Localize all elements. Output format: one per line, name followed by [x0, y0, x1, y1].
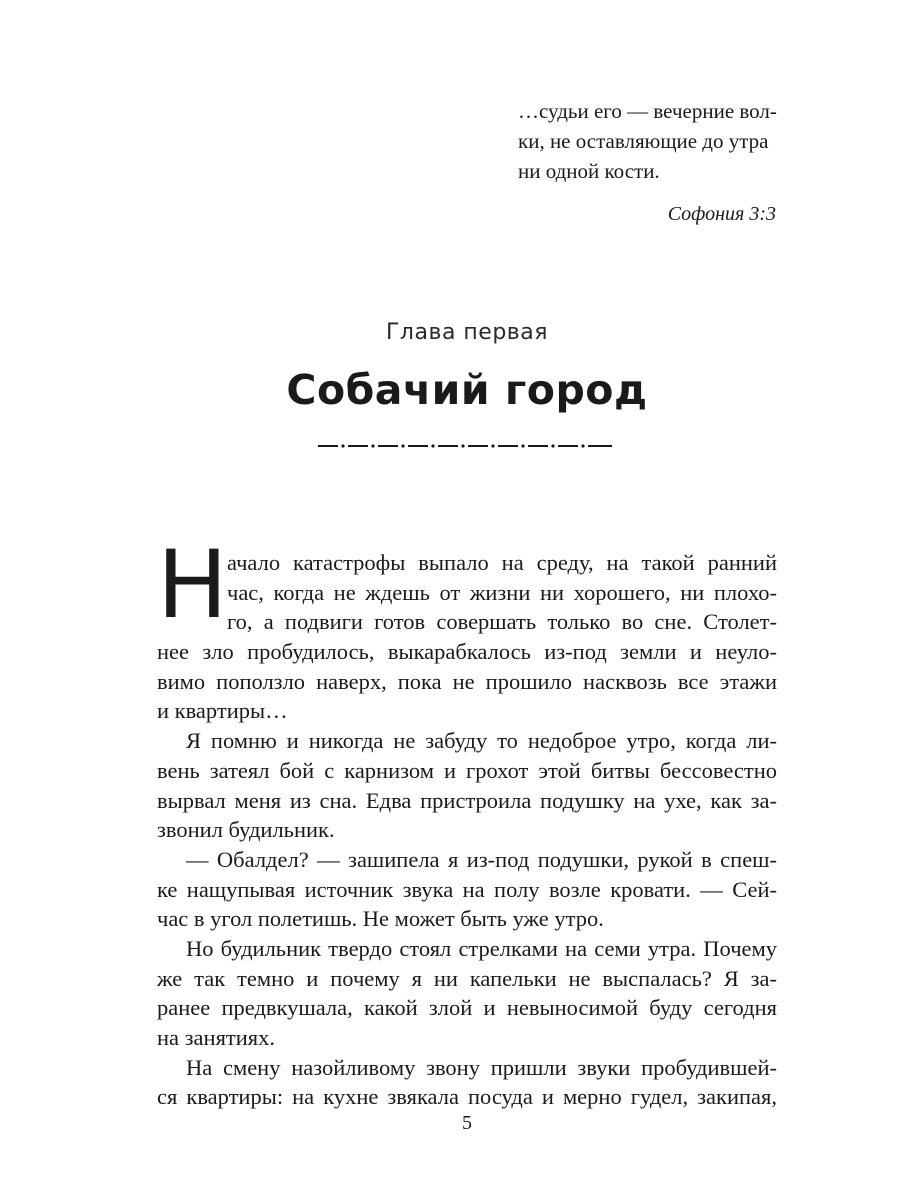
body-text: [157, 531, 777, 1112]
text-line: час в угол полетишь. Не может быть уже утро.: [157, 906, 604, 932]
text-line: вень затеял бой с карнизом и грохот этой битвы бессовестно: [157, 757, 777, 783]
text-line: же так темно и почему я ни капельки не выспалась? Я за-: [157, 965, 777, 991]
text-line: на занятиях.: [157, 1025, 276, 1050]
text-line: ранее предвкушала, какой злой и невыносимой буду сегодня: [157, 995, 777, 1021]
text-line: вырвал меня из сна. Едва пристроила подушку на ухе, как за-: [157, 787, 777, 813]
text-line: Я помню и никогда не забуду то недоброе утро, когда ли-: [186, 728, 777, 754]
text-line: На смену назойливому звону пришли звуки пробудившей-: [186, 1054, 777, 1080]
text-line: звонил будильник.: [157, 817, 335, 843]
text-line: ся квартиры: на кухне звякала посуда и мерно гудел, закипая,: [157, 1084, 777, 1110]
epigraph-line: …судьи его — вечерние вол-: [518, 99, 777, 123]
epigraph: [518, 96, 780, 186]
epigraph-line: ни одной кости.: [518, 159, 660, 183]
epigraph-line: ки, не оставляющие до утра: [518, 129, 769, 153]
text-line: нее зло пробудилось, выкарабкалось из-под земли и неуло-: [157, 639, 777, 665]
text-line: Но будильник твердо стоял стрелками на семи утра. Почему: [186, 935, 777, 961]
chapter-title: Собачий город: [286, 366, 648, 414]
ornament-divider-icon: [316, 436, 616, 456]
chapter-label: Глава первая: [386, 320, 548, 345]
text-line: го, а подвиги готов совершать только во сне. Столет-: [227, 609, 777, 635]
page-number: 5: [462, 1112, 472, 1134]
drop-cap: Н: [157, 531, 228, 640]
epigraph-source: Софония 3:3: [667, 203, 776, 225]
text-line: ачало катастрофы выпало на среду, на такой ранний: [227, 550, 777, 575]
text-line: вимо поползло наверх, пока не прошило насквозь все этажи: [157, 668, 777, 694]
text-line: и квартиры…: [157, 698, 288, 724]
text-line: ке нащупывая источник звука на полу возле кровати. — Сей-: [157, 876, 777, 902]
text-line: час, когда не ждешь от жизни ни хорошего, ни плохо-: [227, 579, 777, 605]
text-line: — Обалдел? — зашипела я из-под подушки, рукой в спеш-: [186, 846, 777, 872]
